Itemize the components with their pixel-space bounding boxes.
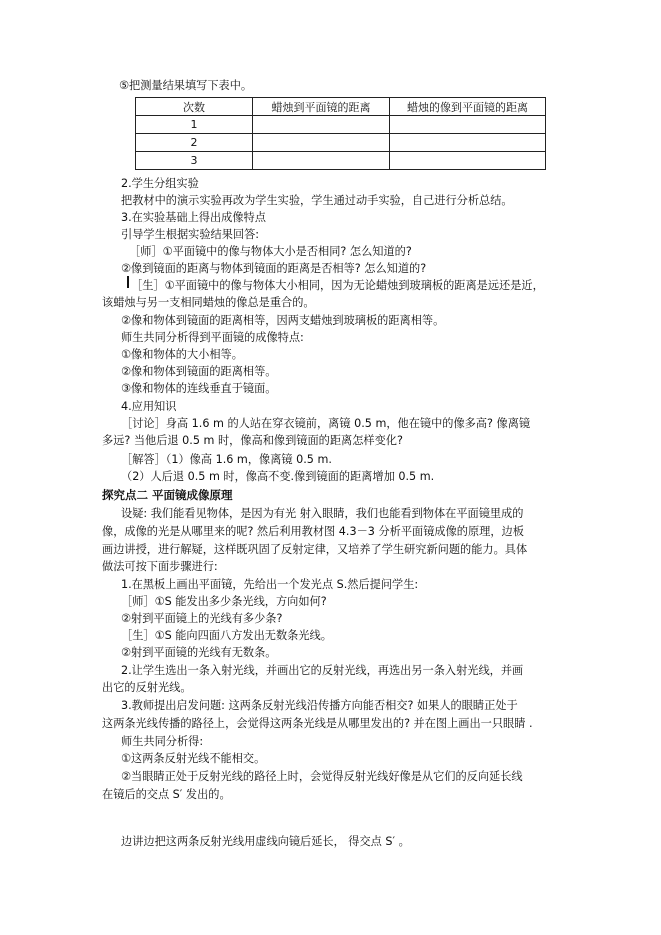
table-cell: 2 [136,134,253,152]
list-item: ①这两条反射光线不能相交。 [121,752,266,765]
measurement-table [135,97,546,170]
list-item: ③像和物体的连线垂直于镜面。 [121,382,277,395]
header-candle-distance: 蜡烛到平面镜的距离 [253,98,390,116]
teacher-question: ②像到镜面的距离与物体到镜面的距离是否相等? 怎么知道的? [121,262,427,275]
student-answer: ［生］①S 能向四面八方发出无数条光线。 [121,629,332,642]
table-cell [253,134,390,152]
table-cell [253,152,390,170]
student-answer: 该蜡烛与另一支相同蜡烛的像总是重合的。 [102,296,315,309]
teacher-question: ②射到平面镜上的光线有多少条? [121,612,283,625]
paragraph-line: 设疑: 我们能看见物体，是因为有光 射入眼睛，我们也能看到物体在平面镜里成的 [121,507,524,520]
header-count: 次数 [136,98,253,116]
table-cell [390,152,546,170]
section-heading: 4.应用知识 [121,400,177,413]
table-cell [253,116,390,134]
paragraph-line: 把教材中的演示实验再改为学生实验，学生通过动手实验，自己进行分析总结。 [121,194,513,207]
table-cell [390,134,546,152]
paragraph-line: 画边讲授，进行解疑，这样既巩固了反射定律，又培养了学生研究新问题的能力。具体 [102,543,528,556]
student-answer: ②射到平面镜的光线有无数条。 [121,646,277,659]
step-line: 3.教师提出启发问题: 这两条反射光线沿传播方向能否相交? 如果人的眼睛正处于 [121,699,518,712]
answer-line: ［解答］（1）像高 1.6 m，像离镜 0.5 m. [121,453,332,466]
section-heading: 2.学生分组实验 [121,177,199,190]
margin-mark [127,276,129,288]
table-cell [390,116,546,134]
list-item: 在镜后的交点 S′ 发出的。 [102,788,231,801]
table-row [136,134,546,152]
discussion-line: ［讨论］身高 1.6 m 的人站在穿衣镜前，离镜 0.5 m，他在镜中的像多高? 像离镜 [121,417,531,430]
discussion-line: 多远? 当他后退 0.5 m 时，像高和像到镜面的距离怎样变化? [102,434,403,447]
paragraph-line: 师生共同分析得: [121,735,204,748]
table-cell: 1 [136,116,253,134]
table-row [136,116,546,134]
header-image-distance: 蜡烛的像到平面镜的距离 [390,98,546,116]
teacher-question: ［师］①平面镜中的像与物体大小是否相同? 怎么知道的? [129,245,412,258]
list-item: ①像和物体的大小相等。 [121,348,243,361]
closing-line: 边讲边把这两条反射光线用虚线向镜后延长， 得交点 S′ 。 [121,835,410,848]
paragraph-line: 师生共同分析得到平面镜的成像特点: [121,331,304,344]
table-row [136,152,546,170]
list-item: ②当眼睛正处于反射光线的路径上时，会觉得反射光线好像是从它们的反向延长线 [121,770,523,783]
list-item: ②像和物体到镜面的距离相等。 [121,365,277,378]
step-line: 这两条光线传播的路径上，会觉得这两条光线是从哪里发出的? 并在图上画出一只眼睛 . [102,717,533,730]
table-cell: 3 [136,152,253,170]
paragraph-line: 做法可按下面步骤进行: [102,560,218,573]
step-line: 1.在黑板上画出平面镜，先给出一个发光点 S.然后提问学生: [121,578,419,591]
paragraph-line: 像，成像的光是从哪里来的呢? 然后利用教材图 4.3－3 分析平面镜成像的原理，边板 [102,525,524,538]
step-line: 出它的反射光线。 [102,681,192,694]
section-heading: 3.在实验基础上得出成像特点 [121,211,266,224]
step-line: 2.让学生选出一条入射光线，并画出它的反射光线，再选出另一条入射光线，并画 [121,664,524,677]
answer-line: （2）人后退 0.5 m 时，像高不变.像到镜面的距离增加 0.5 m. [121,470,435,483]
intro-line: ⑤把测量结果填写下表中。 [119,79,253,92]
student-answer: ②像和物体到镜面的距离相等，因两支蜡烛到玻璃板的距离相等。 [121,314,445,327]
teacher-question: ［师］①S 能发出多少条光线，方向如何? [121,595,327,608]
paragraph-line: 引导学生根据实验结果回答: [121,228,260,241]
table-header-row [136,98,546,116]
section-title: 探究点二 平面镜成像原理 [102,488,233,502]
student-answer: ［生］①平面镜中的像与物体大小相同，因为无论蜡烛到玻璃板的距离是远还是近， [131,279,544,292]
